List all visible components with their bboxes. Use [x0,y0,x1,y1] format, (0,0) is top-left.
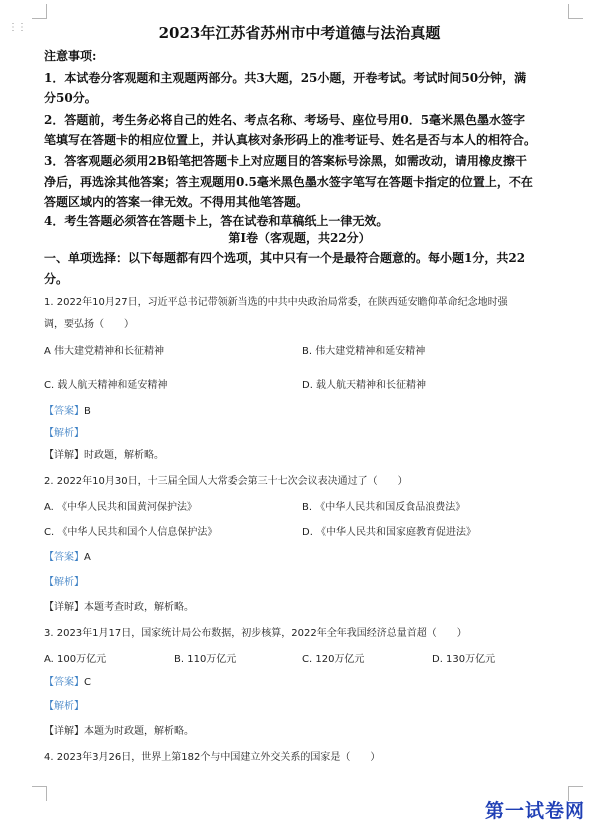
note-line: 2．答题前，考生务必将自己的姓名、考点名称、考场号、座位号用0．5毫米黑色墨水签字 [44,113,526,127]
analysis-label: 【解析】 [44,577,84,588]
answer-label: 【答案】 [44,552,84,563]
answer-label: 【答案】 [44,677,84,688]
detail-text: 本题为时政题，解析略。 [84,726,194,737]
answer-label: 【答案】 [44,406,84,417]
note-line: 笔填写在答题卡的相应位置上，并认真核对条形码上的准考证号、姓名是否与本人的相符合。 [44,133,537,147]
answer-value: B [84,406,91,417]
question-stem: 4. 2023年3月26日，世界上第182个与中国建立外交关系的国家是（ ） [44,752,381,763]
drag-handle-icon[interactable]: ⋮⋮ [8,22,26,33]
detail-line [44,722,194,737]
note-line: 4．考生答题必须答在答题卡上，答在试卷和草稿纸上一律无效。 [44,214,389,228]
watermark-logo: 第一试卷网 [484,800,585,822]
analysis-label: 【解析】 [44,428,84,439]
question-stem: 调，要弘扬（ ） [44,319,134,330]
option-a: A 伟大建党精神和长征精神 [44,346,165,357]
detail-line [44,446,164,461]
answer-value: C [84,677,91,688]
option-d: D. 载人航天精神和长征精神 [302,380,427,391]
notes-heading: 注意事项: [44,49,97,63]
option-b: B. 伟大建党精神和延安精神 [302,346,426,357]
answer-line [44,402,91,417]
option-d: D. 130万亿元 [432,654,496,665]
detail-line [44,598,194,613]
answer-line [44,548,91,563]
analysis-label: 【解析】 [44,701,84,712]
detail-text: 本题考查时政，解析略。 [84,602,194,613]
part-heading: 分。 [44,272,69,286]
note-line: 3．答客观题必须用2B铅笔把答题卡上对应题目的答案标号涂黑，如需改动，请用橡皮擦干 [44,154,527,168]
option-b: B. 《中华人民共和国反食品浪费法》 [302,502,466,513]
question-stem: 1. 2022年10月27日，习近平总书记带领新当选的中共中央政治局常委，在陕西延安瞻仰革命纪念地时强 [44,297,508,308]
option-d: D. 《中华人民共和国家庭教育促进法》 [302,527,477,538]
page-corner-mark [32,4,47,19]
detail-text: 时政题，解析略。 [84,450,164,461]
note-line: 答题区域内的答案一律无效。不得用其他笔答题。 [44,195,309,209]
option-c: C. 载人航天精神和延安精神 [44,380,168,391]
page-corner-mark [32,786,47,801]
answer-value: A [84,552,91,563]
detail-label: 【详解】 [44,450,84,461]
page-corner-mark [568,4,583,19]
answer-line [44,673,91,688]
option-c: C. 120万亿元 [302,654,365,665]
note-line: 1．本试卷分客观题和主观题两部分。共3大题，25小题，开卷考试。考试时间50分钟，满 [44,71,527,85]
option-a: A. 《中华人民共和国黄河保护法》 [44,502,198,513]
option-a: A. 100万亿元 [44,654,107,665]
option-b: B. 110万亿元 [174,654,237,665]
question-stem: 2. 2022年10月30日，十三届全国人大常委会第三十七次会议表决通过了（ ） [44,476,408,487]
note-line: 净后，再选涂其他答案；答主观题用0.5毫米黑色墨水签字笔写在答题卡指定的位置上，不在 [44,175,533,189]
option-c: C. 《中华人民共和国个人信息保护法》 [44,527,218,538]
note-line: 分50分。 [44,91,97,105]
detail-label: 【详解】 [44,602,84,613]
detail-label: 【详解】 [44,726,84,737]
part-heading: 一、单项选择：以下每题都有四个选项，其中只有一个是最符合题意的。每小题1分，共22 [44,251,526,265]
document-title: 2023年江苏省苏州市中考道德与法治真题 [158,24,441,42]
question-stem: 3. 2023年1月17日，国家统计局公布数据，初步核算，2022年全年我国经济总量首超（ ） [44,628,467,639]
section-title: 第Ⅰ卷（客观题，共22分） [228,231,371,245]
